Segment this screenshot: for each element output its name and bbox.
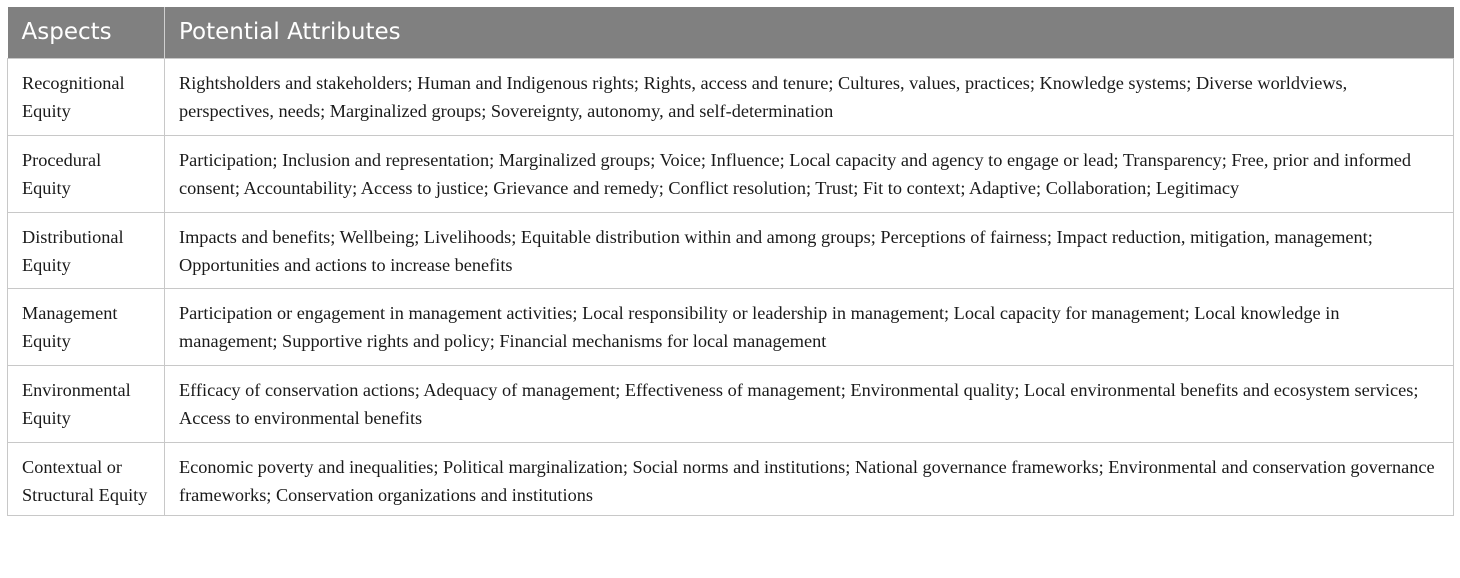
table-header-row xyxy=(8,7,1454,58)
attributes-cell: Participation; Inclusion and representation; Marginalized groups; Voice; Influence; Local capacity and agency to engage or lead; Transparency; Free, prior and informed consent; Accountability; Access to justice; Grievance and remedy; Conflict resolution; Trust; Fit to context; Adaptive; Collaboration; Legitimacy xyxy=(165,135,1454,212)
table-row xyxy=(8,135,1454,212)
table-row xyxy=(8,365,1454,442)
equity-attributes-table xyxy=(7,7,1454,516)
table-row xyxy=(8,58,1454,135)
aspect-cell: Procedural Equity xyxy=(8,135,165,212)
aspect-cell: Management Equity xyxy=(8,288,165,365)
table-row xyxy=(8,442,1454,515)
attributes-cell: Rightsholders and stakeholders; Human and Indigenous rights; Rights, access and tenure; Cultures, values, practices; Knowledge systems; Diverse worldviews, perspectives, needs; Marginalized groups; Sovereignty, autonomy, and self-determination xyxy=(165,58,1454,135)
table-row xyxy=(8,212,1454,288)
aspect-cell: Recognitional Equity xyxy=(8,58,165,135)
table-row xyxy=(8,288,1454,365)
attributes-cell: Efficacy of conservation actions; Adequacy of management; Effectiveness of management; Environmental quality; Local environmental benefits and ecosystem services; Access to environmental benefits xyxy=(165,365,1454,442)
aspect-cell: Environmental Equity xyxy=(8,365,165,442)
attributes-cell: Participation or engagement in management activities; Local responsibility or leadership in management; Local capacity for management; Local knowledge in management; Supportive rights and policy; Financial mechanisms for local management xyxy=(165,288,1454,365)
header-aspects: Aspects xyxy=(8,7,165,58)
attributes-cell: Economic poverty and inequalities; Political marginalization; Social norms and institutions; National governance frameworks; Environmental and conservation governance frameworks; Conservation organizations and institutions xyxy=(165,442,1454,515)
aspect-cell: Distributional Equity xyxy=(8,212,165,288)
attributes-table-container xyxy=(7,7,1453,516)
attributes-cell: Impacts and benefits; Wellbeing; Livelihoods; Equitable distribution within and among groups; Perceptions of fairness; Impact reduction, mitigation, management; Opportunities and actions to increase benefits xyxy=(165,212,1454,288)
header-potential-attributes: Potential Attributes xyxy=(165,7,1454,58)
aspect-cell: Contextual or Structural Equity xyxy=(8,442,165,515)
